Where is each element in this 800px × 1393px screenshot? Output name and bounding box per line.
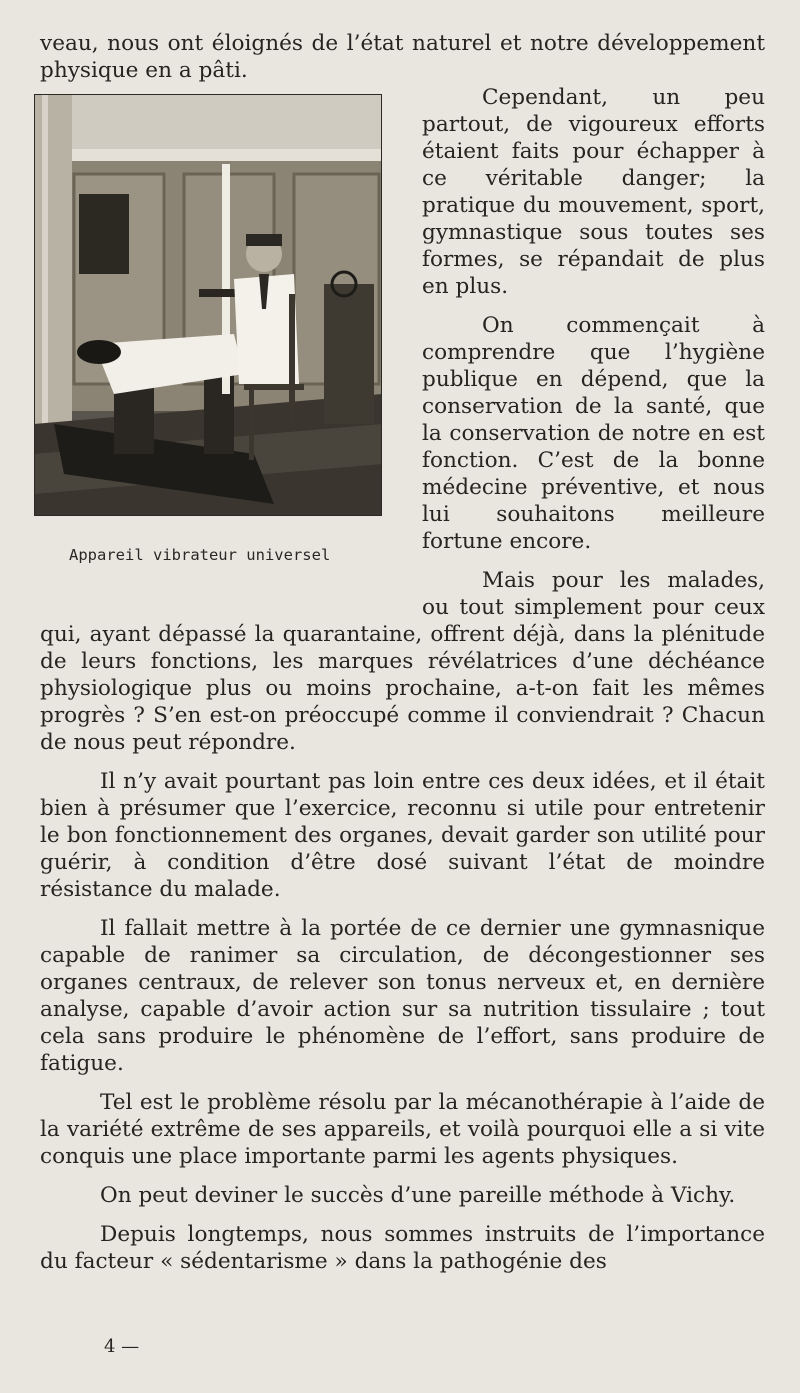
paragraph-1: veau, nous ont éloignés de l’état naturel et notre développement physique en a pâti. bbox=[40, 31, 765, 83]
figure-caption: Appareil vibrateur universel bbox=[69, 546, 331, 564]
page-number: 4 — bbox=[104, 1336, 140, 1357]
photo-vibrating-apparatus bbox=[34, 94, 382, 516]
paragraph-7: Tel est le problème résolu par la mécanothérapie à l’aide de la variété extrême de ses appareils, et voilà pourquoi elle a si vite conquis une place importante parmi les agents physiques. bbox=[40, 1090, 765, 1169]
paragraph-3: On commençait à comprendre que l’hygiène publique en dépend, que la conservation de la santé, que la conservation de notre en est fonction. C’est de la bonne médecine préventive, et nous lui souhaitons meilleure fortune encore. bbox=[422, 313, 765, 554]
paragraph-2: Cependant, un peu partout, de vigoureux efforts étaient faits pour échapper à ce véritable danger; la pratique du mouvement, sport, gymnastique sous toutes ses formes, se répandait de plus en plus. bbox=[422, 85, 765, 299]
paragraph-8: On peut deviner le succès d’une pareille méthode à Vichy. bbox=[100, 1183, 736, 1208]
figure bbox=[34, 94, 394, 599]
paragraph-9: Depuis longtemps, nous sommes instruits de l’importance du facteur « sédentarisme » dans la pathogénie des bbox=[40, 1222, 765, 1274]
paragraph-4: Mais pour les malades, ou tout simplement pour ceux qui, ayant dépassé la quarantaine, offrent déjà, dans la plénitude de leurs fonctions, les marques révélatrices d’une déchéance physiologique plus ou moins prochaine, a-t-on fait les mêmes progrès ? S’en est-on préoccupé comme il conviendrait ? Chacun de nous peut répondre. bbox=[40, 568, 765, 755]
paragraph-6: Il fallait mettre à la portée de ce dernier une gymnasnique capable de ranimer sa circulation, de décongestionner ses organes centraux, de relever son tonus nerveux et, en dernière analyse, capable d’avoir action sur sa nutrition tissulaire ; tout cela sans produire le phénomène de l’effort, sans produire de fatigue. bbox=[40, 916, 765, 1076]
paragraph-5: Il n’y avait pourtant pas loin entre ces deux idées, et il était bien à présumer que l’exercice, reconnu si utile pour entretenir le bon fonctionnement des organes, devait garder son utilité pour guérir, à condition d’être dosé suivant l’état de moindre résistance du malade. bbox=[40, 769, 765, 902]
body-text bbox=[40, 30, 765, 1275]
